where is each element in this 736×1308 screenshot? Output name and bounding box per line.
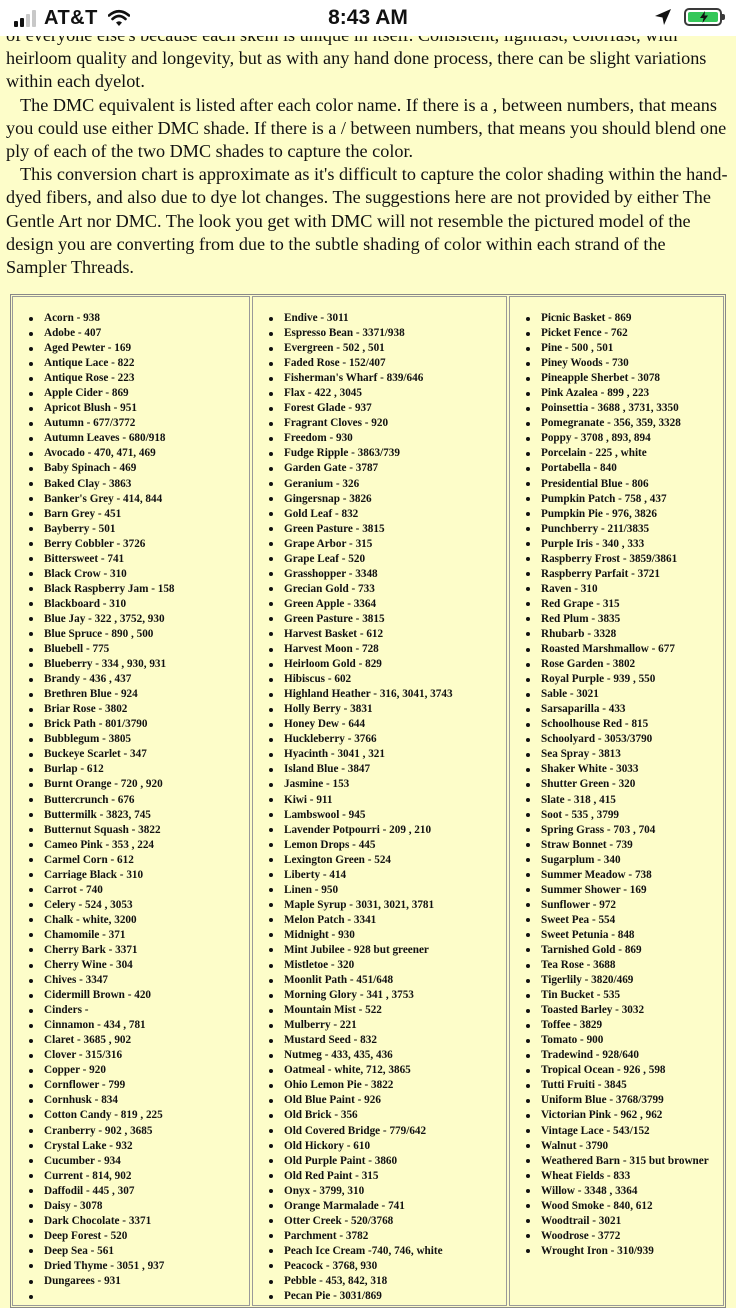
color-item: Baby Spinach - 469 bbox=[29, 461, 249, 476]
color-item: Woodtrail - 3021 bbox=[526, 1214, 723, 1229]
color-item: Briar Rose - 3802 bbox=[29, 702, 249, 717]
color-item: Burlap - 612 bbox=[29, 762, 249, 777]
color-item: Blueberry - 334 , 930, 931 bbox=[29, 657, 249, 672]
color-item: Blue Spruce - 890 , 500 bbox=[29, 627, 249, 642]
color-item: Summer Shower - 169 bbox=[526, 883, 723, 898]
color-item: Schoolyard - 3053/3790 bbox=[526, 732, 723, 747]
intro-paragraph-dmc-notation: The DMC equivalent is listed after each color name. If there is a , between numbers, that means you could use either DMC shade. If there is a / between numbers, that means you should blend one ply of each of the two DMC shades to capture the color. bbox=[6, 94, 727, 162]
color-item: Peach Ice Cream -740, 746, white bbox=[269, 1244, 506, 1259]
color-item: Blue Jay - 322 , 3752, 930 bbox=[29, 612, 249, 627]
conversion-table bbox=[10, 294, 726, 1308]
color-item: Harvest Basket - 612 bbox=[269, 627, 506, 642]
color-item: Cucumber - 934 bbox=[29, 1154, 249, 1169]
color-item: Linen - 950 bbox=[269, 883, 506, 898]
color-item: Carriage Black - 310 bbox=[29, 868, 249, 883]
color-item: Peacock - 3768, 930 bbox=[269, 1259, 506, 1274]
color-item: Autumn Leaves - 680/918 bbox=[29, 431, 249, 446]
color-item: Old Blue Paint - 926 bbox=[269, 1093, 506, 1108]
color-item: Jasmine - 153 bbox=[269, 777, 506, 792]
color-item: Bayberry - 501 bbox=[29, 522, 249, 537]
color-item: Pecan Pie - 3031/869 bbox=[269, 1289, 506, 1304]
color-item: Carrot - 740 bbox=[29, 883, 249, 898]
color-item: Honey Dew - 644 bbox=[269, 717, 506, 732]
color-item: Clover - 315/316 bbox=[29, 1048, 249, 1063]
color-item: Old Purple Paint - 3860 bbox=[269, 1154, 506, 1169]
color-item: Grecian Gold - 733 bbox=[269, 582, 506, 597]
color-item: Carmel Corn - 612 bbox=[29, 853, 249, 868]
color-item: Butternut Squash - 3822 bbox=[29, 823, 249, 838]
color-item: Cidermill Brown - 420 bbox=[29, 988, 249, 1003]
color-item: Hibiscus - 602 bbox=[269, 672, 506, 687]
color-item: Kiwi - 911 bbox=[269, 793, 506, 808]
color-item: Toffee - 3829 bbox=[526, 1018, 723, 1033]
color-item: Pineapple Sherbet - 3078 bbox=[526, 371, 723, 386]
color-item: Piney Woods - 730 bbox=[526, 356, 723, 371]
color-item: Slate - 318 , 415 bbox=[526, 793, 723, 808]
color-item: Cotton Candy - 819 , 225 bbox=[29, 1108, 249, 1123]
color-item: Black Raspberry Jam - 158 bbox=[29, 582, 249, 597]
color-item: Soot - 535 , 3799 bbox=[526, 808, 723, 823]
color-item: Aged Pewter - 169 bbox=[29, 341, 249, 356]
color-item: Flax - 422 , 3045 bbox=[269, 386, 506, 401]
color-item: Sunflower - 972 bbox=[526, 898, 723, 913]
color-item: Vintage Lace - 543/152 bbox=[526, 1124, 723, 1139]
color-item: Pebble - 453, 842, 318 bbox=[269, 1274, 506, 1289]
color-item: Woodrose - 3772 bbox=[526, 1229, 723, 1244]
color-item: Old Red Paint - 315 bbox=[269, 1169, 506, 1184]
color-item: Mustard Seed - 832 bbox=[269, 1033, 506, 1048]
color-item: Pine - 500 , 501 bbox=[526, 341, 723, 356]
color-item: Cherry Wine - 304 bbox=[29, 958, 249, 973]
color-item: Sarsaparilla - 433 bbox=[526, 702, 723, 717]
color-item: Acorn - 938 bbox=[29, 311, 249, 326]
color-item: Bluebell - 775 bbox=[29, 642, 249, 657]
color-item: Highland Heather - 316, 3041, 3743 bbox=[269, 687, 506, 702]
color-item: Pumpkin Pie - 976, 3826 bbox=[526, 507, 723, 522]
color-item: Grape Arbor - 315 bbox=[269, 537, 506, 552]
intro-paragraph-quality: heirloom quality and longevity, but as with any hand done process, there can be slight variations within each dyelot. bbox=[6, 48, 707, 92]
color-item: Nutmeg - 433, 435, 436 bbox=[269, 1048, 506, 1063]
color-item: Cornflower - 799 bbox=[29, 1078, 249, 1093]
color-item: Punchberry - 211/3835 bbox=[526, 522, 723, 537]
color-item: Brandy - 436 , 437 bbox=[29, 672, 249, 687]
color-item: Tin Bucket - 535 bbox=[526, 988, 723, 1003]
color-item: Poppy - 3708 , 893, 894 bbox=[526, 431, 723, 446]
color-item: Avocado - 470, 471, 469 bbox=[29, 446, 249, 461]
color-item: Melon Patch - 3341 bbox=[269, 913, 506, 928]
color-item: Apple Cider - 869 bbox=[29, 386, 249, 401]
color-item: Burnt Orange - 720 , 920 bbox=[29, 777, 249, 792]
color-item: Old Covered Bridge - 779/642 bbox=[269, 1124, 506, 1139]
color-item: Royal Purple - 939 , 550 bbox=[526, 672, 723, 687]
carrier-name: AT&T bbox=[44, 6, 98, 29]
color-item: Oatmeal - white, 712, 3865 bbox=[269, 1063, 506, 1078]
color-item: Sugarplum - 340 bbox=[526, 853, 723, 868]
color-item: Forest Glade - 937 bbox=[269, 401, 506, 416]
color-item: Tea Rose - 3688 bbox=[526, 958, 723, 973]
intro-paragraph-disclaimer: This conversion chart is approximate as it's difficult to capture the color shading within the hand-dyed fibers, and also due to dye lot changes. The suggestions here are not provided by either The Gentle Art nor DMC. The look you get with DMC will not resemble the pictured model of the design you are converting from due to the subtle shading of color within each strand of the Sampler Threads. bbox=[6, 164, 728, 278]
color-item: Maple Syrup - 3031, 3021, 3781 bbox=[269, 898, 506, 913]
color-item: Uniform Blue - 3768/3799 bbox=[526, 1093, 723, 1108]
color-item: Grape Leaf - 520 bbox=[269, 552, 506, 567]
color-item: Pink Azalea - 899 , 223 bbox=[526, 386, 723, 401]
color-item: Celery - 524 , 3053 bbox=[29, 898, 249, 913]
color-item: Bittersweet - 741 bbox=[29, 552, 249, 567]
color-item: Parchment - 3782 bbox=[269, 1229, 506, 1244]
color-item: Blackboard - 310 bbox=[29, 597, 249, 612]
color-item: Roasted Marshmallow - 677 bbox=[526, 642, 723, 657]
color-item: Buttermilk - 3823, 745 bbox=[29, 808, 249, 823]
color-item: Harvest Moon - 728 bbox=[269, 642, 506, 657]
color-item: Wheat Fields - 833 bbox=[526, 1169, 723, 1184]
color-item: Tomato - 900 bbox=[526, 1033, 723, 1048]
color-item: Barn Grey - 451 bbox=[29, 507, 249, 522]
color-item: Sweet Pea - 554 bbox=[526, 913, 723, 928]
color-item: Poinsettia - 3688 , 3731, 3350 bbox=[526, 401, 723, 416]
color-item: Antique Lace - 822 bbox=[29, 356, 249, 371]
color-item: Gingersnap - 3826 bbox=[269, 492, 506, 507]
color-item: Brick Path - 801/3790 bbox=[29, 717, 249, 732]
color-item: Orange Marmalade - 741 bbox=[269, 1199, 506, 1214]
status-bar bbox=[0, 0, 736, 36]
color-item: Rhubarb - 3328 bbox=[526, 627, 723, 642]
color-item: Victorian Pink - 962 , 962 bbox=[526, 1108, 723, 1123]
color-item: Straw Bonnet - 739 bbox=[526, 838, 723, 853]
color-item: Shaker White - 3033 bbox=[526, 762, 723, 777]
color-item: Crystal Lake - 932 bbox=[29, 1139, 249, 1154]
color-item: Grasshopper - 3348 bbox=[269, 567, 506, 582]
color-item: Rose Garden - 3802 bbox=[526, 657, 723, 672]
color-item: Old Brick - 356 bbox=[269, 1108, 506, 1123]
color-item: Wrought Iron - 310/939 bbox=[526, 1244, 723, 1259]
color-item: Moonlit Path - 451/648 bbox=[269, 973, 506, 988]
color-item: Sable - 3021 bbox=[526, 687, 723, 702]
color-item: Brethren Blue - 924 bbox=[29, 687, 249, 702]
color-item: Green Pasture - 3815 bbox=[269, 612, 506, 627]
color-item: Chamomile - 371 bbox=[29, 928, 249, 943]
status-time: 8:43 AM bbox=[328, 6, 408, 29]
color-item: Current - 814, 902 bbox=[29, 1169, 249, 1184]
color-item: Spring Grass - 703 , 704 bbox=[526, 823, 723, 838]
color-item: Gold Leaf - 832 bbox=[269, 507, 506, 522]
color-item: Picket Fence - 762 bbox=[526, 326, 723, 341]
color-item: Portabella - 840 bbox=[526, 461, 723, 476]
color-item: Cherry Bark - 3371 bbox=[29, 943, 249, 958]
color-item: Cornhusk - 834 bbox=[29, 1093, 249, 1108]
color-item: Banker's Grey - 414, 844 bbox=[29, 492, 249, 507]
color-item: Shutter Green - 320 bbox=[526, 777, 723, 792]
color-item: Wood Smoke - 840, 612 bbox=[526, 1199, 723, 1214]
color-item: Mistletoe - 320 bbox=[269, 958, 506, 973]
color-item: Hyacinth - 3041 , 321 bbox=[269, 747, 506, 762]
color-item: Ohio Lemon Pie - 3822 bbox=[269, 1078, 506, 1093]
intro-text bbox=[6, 24, 730, 279]
color-item: Chalk - white, 3200 bbox=[29, 913, 249, 928]
color-item: Daisy - 3078 bbox=[29, 1199, 249, 1214]
color-item: Claret - 3685 , 902 bbox=[29, 1033, 249, 1048]
color-item: Dried Thyme - 3051 , 937 bbox=[29, 1259, 249, 1274]
color-item: Island Blue - 3847 bbox=[269, 762, 506, 777]
color-item: Summer Meadow - 738 bbox=[526, 868, 723, 883]
color-item: Willow - 3348 , 3364 bbox=[526, 1184, 723, 1199]
color-item: Apricot Blush - 951 bbox=[29, 401, 249, 416]
color-item: Otter Creek - 520/3768 bbox=[269, 1214, 506, 1229]
color-item: Purple Iris - 340 , 333 bbox=[526, 537, 723, 552]
color-item: Green Pasture - 3815 bbox=[269, 522, 506, 537]
color-item: Heirloom Gold - 829 bbox=[269, 657, 506, 672]
color-item bbox=[29, 1289, 249, 1304]
color-item: Copper - 920 bbox=[29, 1063, 249, 1078]
color-item: Huckleberry - 3766 bbox=[269, 732, 506, 747]
color-item: Mulberry - 221 bbox=[269, 1018, 506, 1033]
color-item: Lexington Green - 524 bbox=[269, 853, 506, 868]
color-item: Porcelain - 225 , white bbox=[526, 446, 723, 461]
color-item: Bubblegum - 3805 bbox=[29, 732, 249, 747]
color-item: Espresso Bean - 3371/938 bbox=[269, 326, 506, 341]
color-item: Adobe - 407 bbox=[29, 326, 249, 341]
color-item: Presidential Blue - 806 bbox=[526, 477, 723, 492]
color-item: Deep Forest - 520 bbox=[29, 1229, 249, 1244]
color-item: Tropical Ocean - 926 , 598 bbox=[526, 1063, 723, 1078]
color-item: Midnight - 930 bbox=[269, 928, 506, 943]
color-item: Lavender Potpourri - 209 , 210 bbox=[269, 823, 506, 838]
color-item: Faded Rose - 152/407 bbox=[269, 356, 506, 371]
color-item: Red Plum - 3835 bbox=[526, 612, 723, 627]
color-item: Raven - 310 bbox=[526, 582, 723, 597]
color-column-2 bbox=[252, 296, 507, 1306]
color-item: Liberty - 414 bbox=[269, 868, 506, 883]
color-item: Buttercrunch - 676 bbox=[29, 793, 249, 808]
color-item: Green Apple - 3364 bbox=[269, 597, 506, 612]
color-item: Tarnished Gold - 869 bbox=[526, 943, 723, 958]
color-item: Old Hickory - 610 bbox=[269, 1139, 506, 1154]
color-item: Deep Sea - 561 bbox=[29, 1244, 249, 1259]
charging-bolt-icon bbox=[698, 11, 710, 23]
color-item: Schoolhouse Red - 815 bbox=[526, 717, 723, 732]
color-item: Cameo Pink - 353 , 224 bbox=[29, 838, 249, 853]
color-item: Black Crow - 310 bbox=[29, 567, 249, 582]
color-item: Mountain Mist - 522 bbox=[269, 1003, 506, 1018]
color-item: Morning Glory - 341 , 3753 bbox=[269, 988, 506, 1003]
color-item: Fisherman's Wharf - 839/646 bbox=[269, 371, 506, 386]
color-item: Daffodil - 445 , 307 bbox=[29, 1184, 249, 1199]
color-item: Mint Jubilee - 928 but greener bbox=[269, 943, 506, 958]
battery-icon bbox=[684, 8, 722, 26]
color-item: Picnic Basket - 869 bbox=[526, 311, 723, 326]
color-item: Red Grape - 315 bbox=[526, 597, 723, 612]
color-item: Pumpkin Patch - 758 , 437 bbox=[526, 492, 723, 507]
color-item: Dark Chocolate - 3371 bbox=[29, 1214, 249, 1229]
color-column-1 bbox=[12, 296, 250, 1306]
color-item: Lambswool - 945 bbox=[269, 808, 506, 823]
color-item: Cinders - bbox=[29, 1003, 249, 1018]
color-item: Tigerlily - 3820/469 bbox=[526, 973, 723, 988]
color-item: Lemon Drops - 445 bbox=[269, 838, 506, 853]
color-column-3 bbox=[509, 296, 724, 1306]
color-item: Tradewind - 928/640 bbox=[526, 1048, 723, 1063]
color-item: Cranberry - 902 , 3685 bbox=[29, 1124, 249, 1139]
status-right bbox=[654, 8, 722, 26]
color-item: Pomegranate - 356, 359, 3328 bbox=[526, 416, 723, 431]
color-item: Walnut - 3790 bbox=[526, 1139, 723, 1154]
color-item: Fudge Ripple - 3863/739 bbox=[269, 446, 506, 461]
color-item: Endive - 3011 bbox=[269, 311, 506, 326]
color-item: Autumn - 677/3772 bbox=[29, 416, 249, 431]
color-item: Buckeye Scarlet - 347 bbox=[29, 747, 249, 762]
location-arrow-icon bbox=[654, 8, 672, 26]
color-item: Cinnamon - 434 , 781 bbox=[29, 1018, 249, 1033]
color-item: Raspberry Frost - 3859/3861 bbox=[526, 552, 723, 567]
color-item: Baked Clay - 3863 bbox=[29, 477, 249, 492]
color-item: Raspberry Parfait - 3721 bbox=[526, 567, 723, 582]
color-item: Sweet Petunia - 848 bbox=[526, 928, 723, 943]
color-item: Chives - 3347 bbox=[29, 973, 249, 988]
color-item: Toasted Barley - 3032 bbox=[526, 1003, 723, 1018]
color-item: Antique Rose - 223 bbox=[29, 371, 249, 386]
color-item: Geranium - 326 bbox=[269, 477, 506, 492]
color-item: Onyx - 3799, 310 bbox=[269, 1184, 506, 1199]
color-item: Garden Gate - 3787 bbox=[269, 461, 506, 476]
color-item: Freedom - 930 bbox=[269, 431, 506, 446]
color-item: Dungarees - 931 bbox=[29, 1274, 249, 1289]
color-item: Weathered Barn - 315 but browner bbox=[526, 1154, 723, 1169]
color-item: Tutti Fruiti - 3845 bbox=[526, 1078, 723, 1093]
color-item: Evergreen - 502 , 501 bbox=[269, 341, 506, 356]
color-item: Berry Cobbler - 3726 bbox=[29, 537, 249, 552]
color-item: Sea Spray - 3813 bbox=[526, 747, 723, 762]
color-item: Fragrant Cloves - 920 bbox=[269, 416, 506, 431]
color-item: Holly Berry - 3831 bbox=[269, 702, 506, 717]
